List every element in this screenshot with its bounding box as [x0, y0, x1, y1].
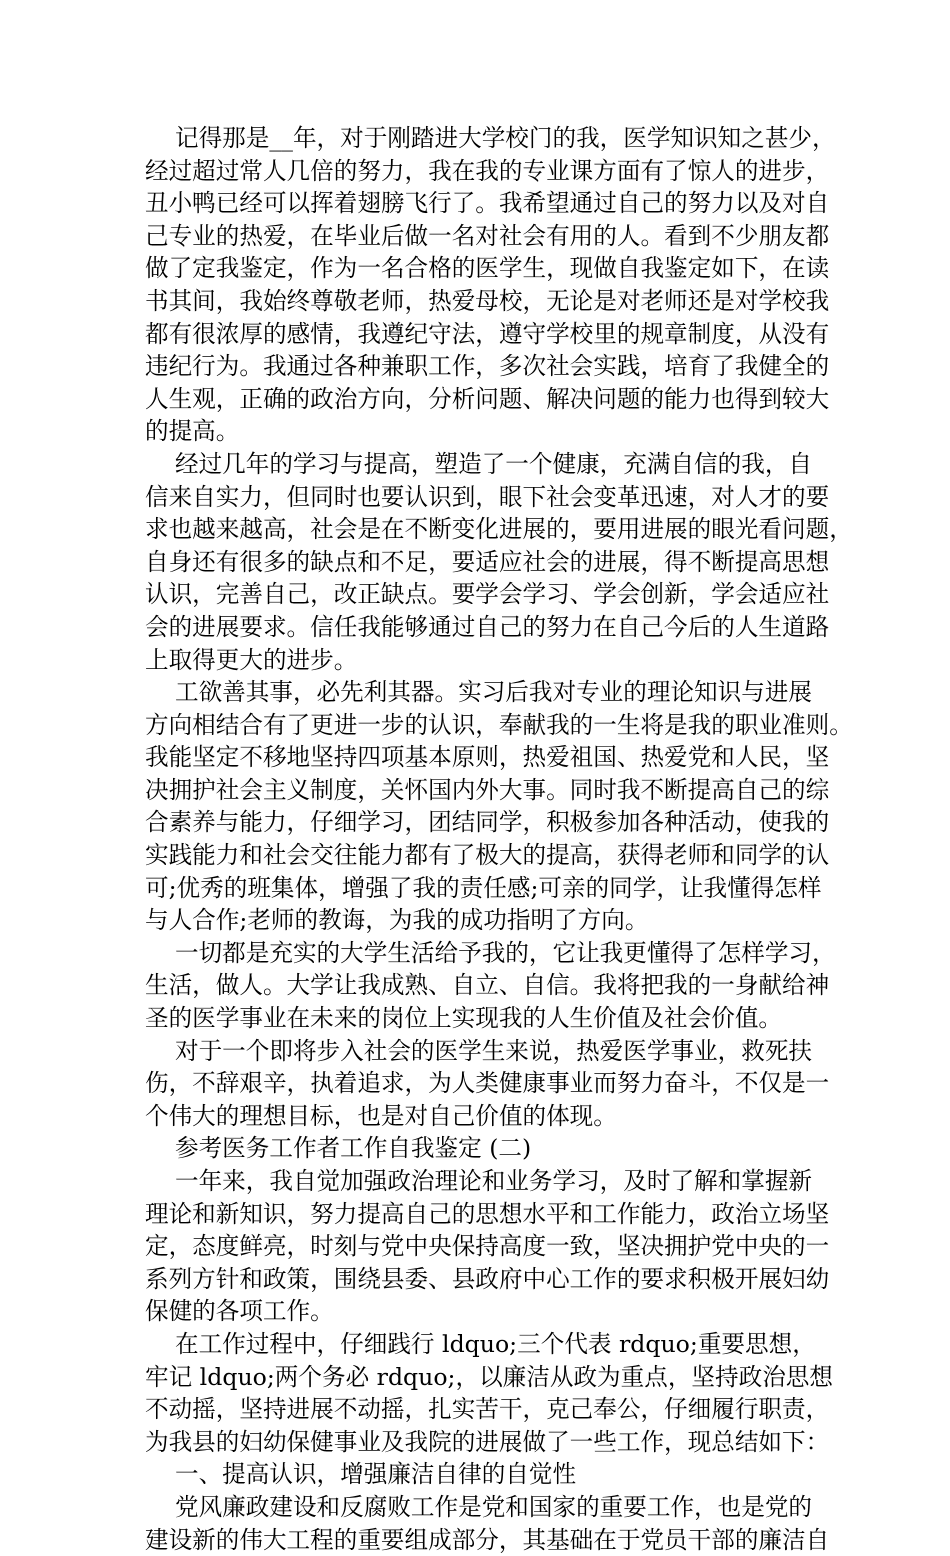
text-line: 保健的各项工作。 — [145, 1297, 334, 1326]
text-line: 实践能力和社会交往能力都有了极大的提高，获得老师和同学的认 — [145, 841, 830, 870]
text-line: 定，态度鲜亮，时刻与党中央保持高度一致，坚决拥护党中央的一 — [145, 1232, 830, 1261]
text-line: 一年来，我自觉加强政治理论和业务学习，及时了解和掌握新 — [145, 1167, 813, 1195]
text-line: 的提高。 — [145, 417, 240, 446]
document-body — [145, 122, 853, 1556]
text-line: 做了定我鉴定，作为一名合格的医学生，现做自我鉴定如下，在读 — [145, 254, 830, 283]
text-line: 上取得更大的进步。 — [145, 645, 358, 674]
text-line: 建设新的伟大工程的重要组成部分，其基础在于党员干部的廉洁自 — [145, 1525, 830, 1554]
text-line: 系列方针和政策，围绕县委、县政府中心工作的要求积极开展妇幼 — [145, 1264, 830, 1293]
text-line: 认识，完善自己，改正缺点。要学会学习、学会创新，学会适应社 — [145, 580, 830, 609]
text-line: 自身还有很多的缺点和不足，要适应社会的进展，得不断提高思想 — [145, 547, 830, 576]
text-line: 生活，做人。大学让我成熟、自立、自信。我将把我的一身献给神 — [145, 971, 830, 1000]
text-line: 党风廉政建设和反腐败工作是党和国家的重要工作，也是党的 — [145, 1492, 813, 1521]
text-line: 可;优秀的班集体，增强了我的责任感;可亲的同学，让我懂得怎样 — [145, 873, 822, 902]
text-line: 参考医务工作者工作自我鉴定 (二) — [145, 1134, 532, 1163]
text-line: 一切都是充实的大学生活给予我的，它让我更懂得了怎样学习， — [145, 938, 836, 967]
text-line: 在工作过程中，仔细践行 ldquo;三个代表 rdquo;重要思想， — [145, 1329, 816, 1358]
text-line: 个伟大的理想目标，也是对自己价值的体现。 — [145, 1101, 617, 1130]
text-line: 合素养与能力，仔细学习，团结同学，积极参加各种活动，使我的 — [145, 808, 830, 837]
text-line: 工欲善其事，必先利其器。实习后我对专业的理论知识与进展 — [145, 678, 813, 707]
text-line: 一、提高认识，增强廉洁自律的自觉性 — [145, 1460, 577, 1489]
text-line: 违纪行为。我通过各种兼职工作，多次社会实践，培育了我健全的 — [145, 352, 830, 381]
text-line: 丑小鸭已经可以挥着翅膀飞行了。我希望通过自己的努力以及对自 — [145, 189, 830, 218]
text-line: 圣的医学事业在未来的岗位上实现我的人生价值及社会价值。 — [145, 1004, 783, 1033]
text-line: 我能坚定不移地坚持四项基本原则，热爱祖国、热爱党和人民，坚 — [145, 743, 830, 772]
text-line: 记得那是__年，对于刚踏进大学校门的我，医学知识知之甚少， — [145, 124, 836, 152]
text-line: 己专业的热爱，在毕业后做一名对社会有用的人。看到不少朋友都 — [145, 221, 830, 250]
text-line: 求也越来越高，社会是在不断变化进展的，要用进展的眼光看问题， — [145, 515, 853, 544]
text-line: 都有很浓厚的感情，我遵纪守法，遵守学校里的规章制度，从没有 — [145, 319, 830, 348]
text-line: 为我县的妇幼保健事业及我院的进展做了一些工作，现总结如下： — [145, 1427, 830, 1456]
text-line: 方向相结合有了更进一步的认识，奉献我的一生将是我的职业准则。 — [145, 710, 853, 739]
text-line: 与人合作;老师的教诲，为我的成功指明了方向。 — [145, 906, 649, 935]
text-line: 决拥护社会主义制度，关怀国内外大事。同时我不断提高自己的综 — [145, 775, 830, 804]
text-line: 对于一个即将步入社会的医学生来说，热爱医学事业，救死扶 — [145, 1036, 813, 1065]
text-line: 会的进展要求。信任我能够通过自己的努力在自己今后的人生道路 — [145, 612, 830, 641]
text-line: 经过超过常人几倍的努力，我在我的专业课方面有了惊人的进步， — [145, 156, 830, 185]
text-line: 伤，不辞艰辛，执着追求，为人类健康事业而努力奋斗，不仅是一 — [145, 1069, 830, 1098]
text-line: 理论和新知识，努力提高自己的思想水平和工作能力，政治立场坚 — [145, 1199, 830, 1228]
text-line: 信来自实力，但同时也要认识到，眼下社会变革迅速，对人才的要 — [145, 482, 830, 511]
text-line: 经过几年的学习与提高，塑造了一个健康，充满自信的我，自 — [145, 449, 813, 478]
text-line: 人生观，正确的政治方向，分析问题、解决问题的能力也得到较大 — [145, 384, 830, 413]
text-line: 书其间，我始终尊敬老师，热爱母校，无论是对老师还是对学校我 — [145, 286, 830, 315]
text-line: 牢记 ldquo;两个务必 rdquo;，以廉洁从政为重点，坚持政治思想 — [145, 1362, 833, 1391]
text-line: 不动摇，坚持进展不动摇，扎实苦干，克己奉公，仔细履行职责， — [145, 1395, 830, 1424]
